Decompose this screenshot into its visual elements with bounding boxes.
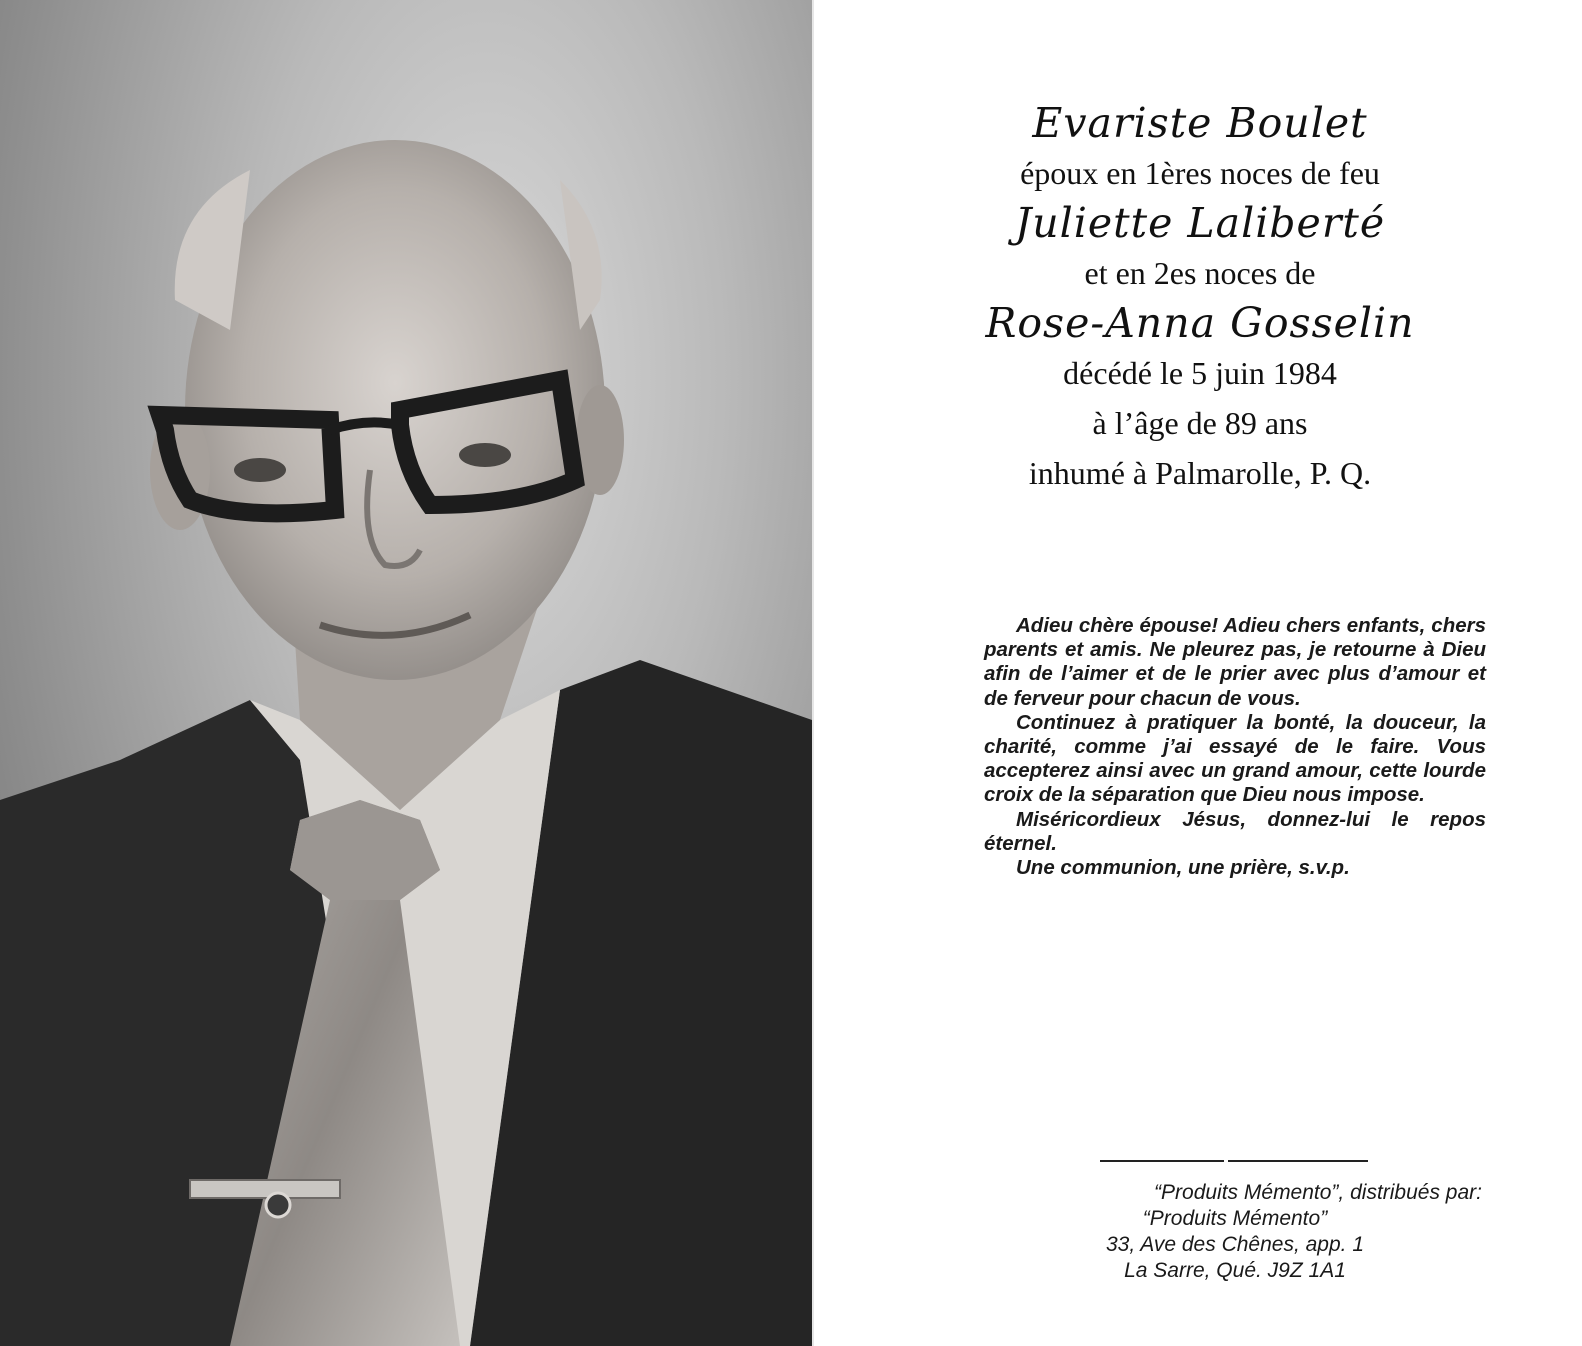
death-date: décédé le 5 juin 1984 <box>1063 355 1337 391</box>
memorial-card-text <box>850 0 1550 1346</box>
second-spouse-name: Rose-Anna Gosselin <box>985 299 1415 347</box>
divider-rule <box>1100 1160 1224 1162</box>
second-marriage-line: et en 2es noces de <box>1084 255 1316 291</box>
prayer-paragraph: Une communion, une prière, s.v.p. <box>1016 856 1350 880</box>
first-marriage-line: époux en 1ères noces de feu <box>1020 155 1380 191</box>
address-street: 33, Ave des Chênes, app. 1 <box>1105 1233 1365 1256</box>
prayer-paragraph: Miséricordieux Jésus, donnez-lui le repos éternel. <box>984 807 1486 855</box>
distributor-line: “Produits Mémento”, distribués par: <box>1154 1181 1482 1204</box>
prayer-paragraph: Adieu chère épouse! Adieu chers enfants, chers parents et amis. Ne pleurez pas, je retourne à Dieu afin de l’aimer et de le prier avec plus d’amour et de ferveur pour chacun de vous. <box>984 614 1486 710</box>
deceased-name: Evariste Boulet <box>1032 99 1368 147</box>
burial-place: inhumé à Palmarolle, P. Q. <box>1028 455 1372 491</box>
address-city: La Sarre, Qué. J9Z 1A1 <box>1124 1259 1346 1282</box>
company-name: “Produits Mémento” <box>1142 1207 1328 1230</box>
first-spouse-name: Juliette Laliberté <box>1014 199 1386 247</box>
divider-rule <box>1228 1160 1368 1162</box>
memorial-header <box>850 98 1550 498</box>
prayer-paragraph: Continuez à pratiquer la bonté, la douceur, la charité, comme j’ai essayé de le faire. Vous accepterez ainsi avec un grand amour, cette lourde croix de la séparation que Dieu nous impose. <box>984 710 1486 807</box>
printer-credit <box>984 1180 1486 1284</box>
age-at-death: à l’âge de 89 ans <box>1092 405 1308 441</box>
farewell-prayer <box>984 614 1486 880</box>
